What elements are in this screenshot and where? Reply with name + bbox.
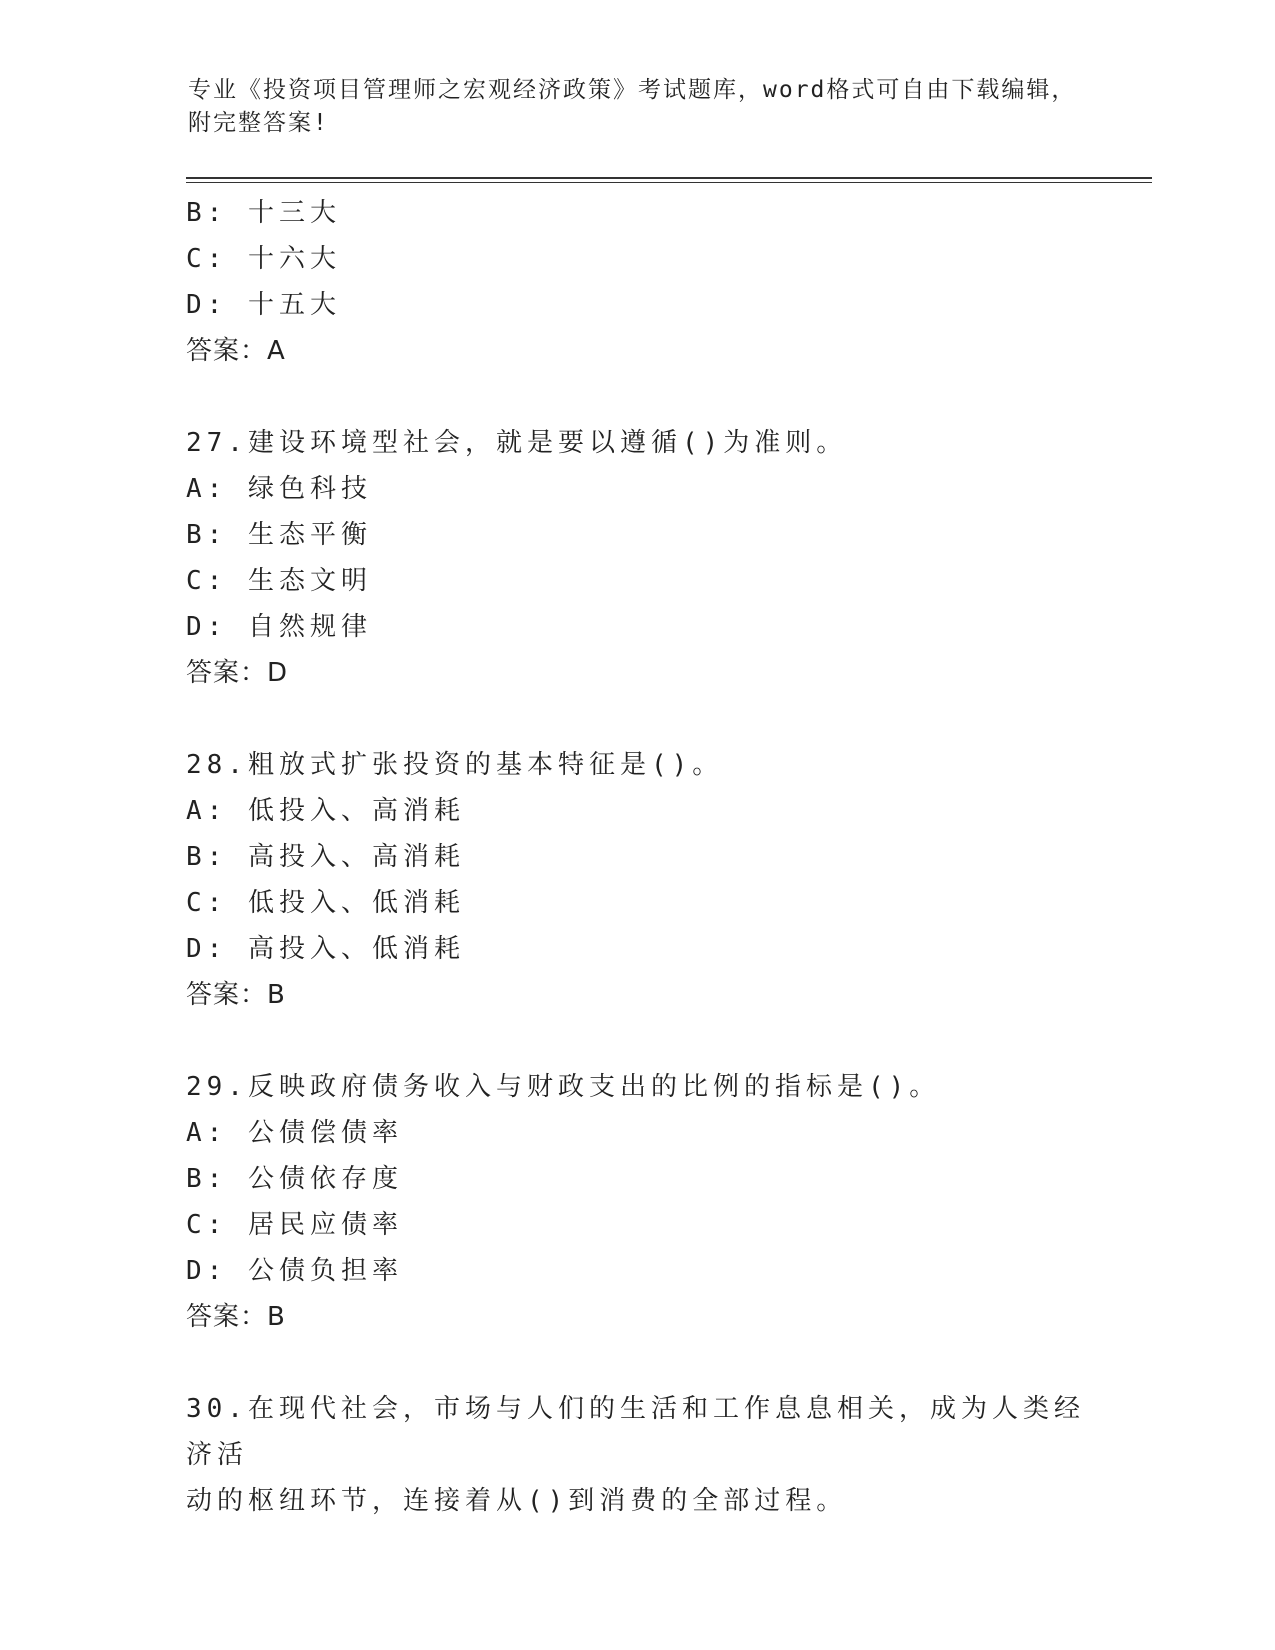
question-27 [186,420,1086,696]
spacer [186,374,1086,420]
spacer [186,1340,1086,1386]
option-b: B: 十三大 [186,198,341,228]
answer: 答案：D [186,658,289,688]
option-d: D: 高投入、低消耗 [186,934,465,964]
header-line-1: 专业《投资项目管理师之宏观经济政策》考试题库，word格式可自由下载编辑， [188,77,1077,103]
option-b: B: 公债依存度 [186,1164,403,1194]
question-28 [186,742,1086,1018]
option-c: C: 十六大 [186,244,341,274]
document-header [188,74,1088,140]
answer: 答案：A [186,336,286,366]
option-c: C: 居民应债率 [186,1210,403,1240]
option-d: D: 公债负担率 [186,1256,403,1286]
question-30 [186,1386,1086,1524]
option-a: A: 绿色科技 [186,474,372,504]
question-stem: 29.反映政府债务收入与财政支出的比例的指标是()。 [186,1072,941,1102]
header-divider [186,177,1152,183]
question-stem: 28.粗放式扩张投资的基本特征是()。 [186,750,724,780]
question-list [186,190,1086,1524]
question-29 [186,1064,1086,1340]
option-c: C: 低投入、低消耗 [186,888,465,918]
question-26 [186,190,1086,374]
option-a: A: 低投入、高消耗 [186,796,465,826]
spacer [186,1018,1086,1064]
question-stem-line-1: 30.在现代社会，市场与人们的生活和工作息息相关，成为人类经济活 [186,1394,1085,1470]
answer: 答案：B [186,980,286,1010]
option-a: A: 公债偿债率 [186,1118,403,1148]
option-b: B: 高投入、高消耗 [186,842,465,872]
option-b: B: 生态平衡 [186,520,372,550]
question-stem-line-2: 动的枢纽环节，连接着从()到消费的全部过程。 [186,1486,848,1516]
spacer [186,696,1086,742]
option-d: D: 自然规律 [186,612,372,642]
question-stem: 27.建设环境型社会，就是要以遵循()为准则。 [186,428,848,458]
header-line-2: 附完整答案! [188,110,329,136]
option-d: D: 十五大 [186,290,341,320]
option-c: C: 生态文明 [186,566,372,596]
answer: 答案：B [186,1302,286,1332]
